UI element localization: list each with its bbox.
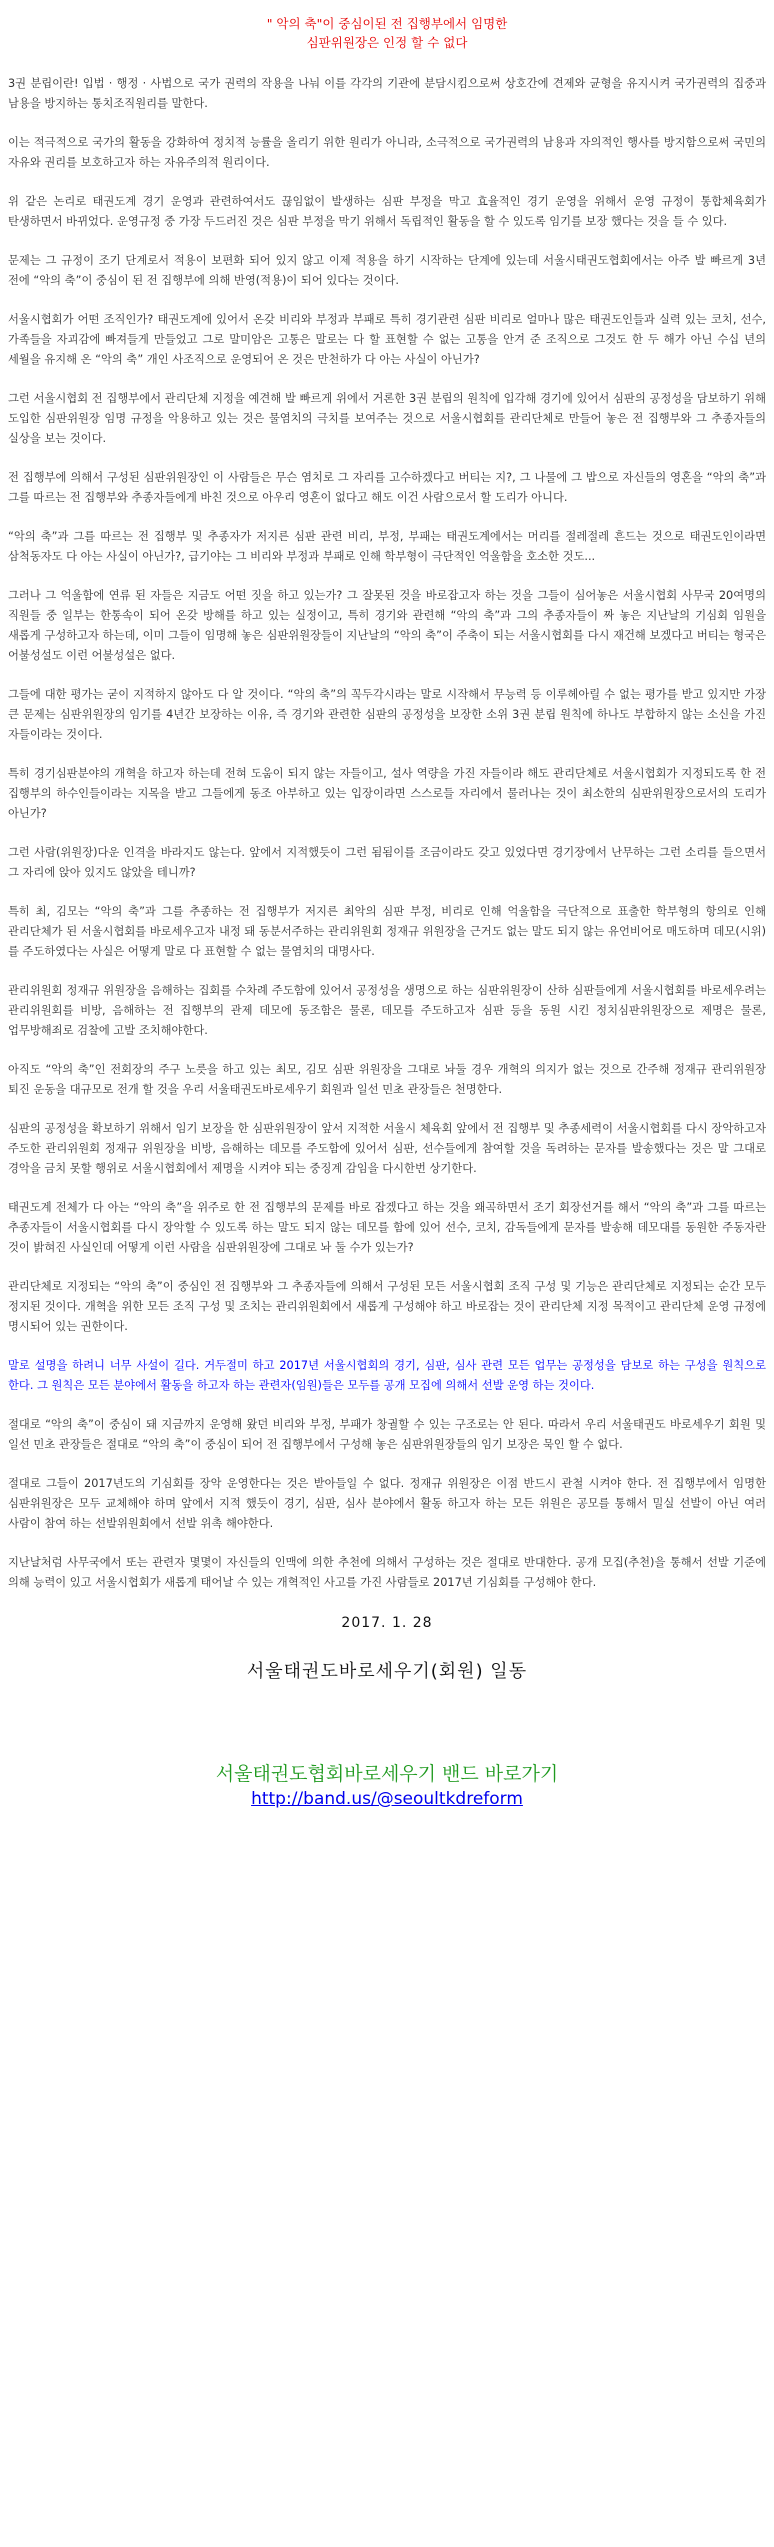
article-title — [8, 14, 766, 52]
paragraph-18: 관리단체로 지정되는 “악의 축”이 중심인 전 집행부와 그 추종자들에 의해서 구성된 모든 서울시협회 조직 구성 및 기능은 관리단체로 지정되는 순간 모두 정지된 것이다. 개혁을 위한 모든 조직 구성 및 조치는 관리위원회에서 새롭게 구성해야 하고 바로잡는 것이 관리단체 지정 목적이고 관리단체 운영 규정에 명시되어 있는 권한이다. — [8, 1280, 766, 1333]
band-link-label[interactable]: 서울태권도협회바로세우기 밴드 바로가기 — [215, 1763, 559, 1785]
paragraph-10: 그들에 대한 평가는 굳이 지적하지 않아도 다 알 것이다. “악의 축”의 꼭두각시라는 말로 시작해서 무능력 등 이루헤아릴 수 없는 평가를 받고 있지만 가장 큰 문제는 심판위원장의 임기를 4년간 보장하는 이유, 즉 경기와 관련한 심판의 공정성을 보장한 소위 3권 분립 원칙에 하나도 부합하지 않는 소신을 가진 자들이라는 것이다. — [8, 688, 766, 741]
paragraph-15: 아직도 “악의 축”인 전회장의 주구 노릇을 하고 있는 최모, 김모 심판 위원장을 그대로 놔둘 경우 개혁의 의지가 없는 것으로 간주해 정재규 관리위원장 퇴진 운동을 대규모로 전개 할 것을 우리 서울태권도바로세우기 회원과 일선 민초 관장들은 천명한다. — [8, 1063, 766, 1096]
paragraph-16: 심판의 공정성을 확보하기 위해서 임기 보장을 한 심판위원장이 앞서 지적한 서울시 체육회 앞에서 전 집행부 및 추종세력이 서울시협회를 다시 장악하고자 주도한 관리위원회 정재규 위원장을 비방, 음해하는 데모를 주도함에 있어서 심판, 선수들에게 참여할 것을 독려하는 문자를 발송했다는 것은 말 그대로 경악을 금치 못할 행위로 서울시협회에서 제명을 시켜야 되는 중징계 감임을 다시한번 상기한다. — [8, 1122, 766, 1175]
paragraph-12: 그런 사람(위원장)다운 인격을 바라지도 않는다. 앞에서 지적했듯이 그런 됨됨이를 조금이라도 갖고 있었다면 경기장에서 난무하는 그런 소리를 들으면서 그 자리에 앉아 있지도 않았을 테니까? — [8, 846, 766, 879]
paragraph-17: 태권도계 전체가 다 아는 “악의 축”을 위주로 한 전 집행부의 문제를 바로 잡겠다고 하는 것을 왜곡하면서 조기 회장선거를 해서 “악의 축”과 그를 따르는 추종자들이 서울시협회를 다시 장악할 수 있도록 하는 말도 되지 않는 데모를 함에 있어 선수, 코치, 감독들에게 문자를 발송해 데모대를 동원한 주동자란 것이 밝혀진 사실인데 어떻게 이런 사람을 심판위원장에 그대로 놔 둘 수가 있는가? — [8, 1201, 766, 1254]
article-body — [8, 74, 766, 1593]
closing-paragraph-1: 절대로 “악의 축”이 중심이 돼 지금까지 운영해 왔던 비리와 부정, 부패가 창궐할 수 있는 구조로는 안 된다. 따라서 우리 서울태권도 바로세우기 회원 및 일선 민초 관장들은 절대로 “악의 축”이 중심이 되어 전 집행부에서 구성해 놓은 심판위원장들의 임기 보장은 묵인 할 수 없다. — [8, 1418, 766, 1451]
closing-paragraph-3: 지난날처럼 사무국에서 또는 관련자 몇몇이 자신들의 인맥에 의한 추천에 의해서 구성하는 것은 절대로 반대한다. 공개 모집(추천)을 통해서 선발 기준에 의해 능력이 있고 서울시협회가 새롭게 태어날 수 있는 개혁적인 사고를 가진 사람들로 2017년 기심회를 구성해야 한다. — [8, 1556, 766, 1589]
paragraph-7: 전 집행부에 의해서 구성된 심판위원장인 이 사람들은 무슨 염치로 그 자리를 고수하겠다고 버티는 지?, 그 나물에 그 밥으로 자신들의 영혼을 “악의 축”과 그를 따르는 전 집행부와 추종자들에게 바친 것으로 아우리 영혼이 없다고 해도 이건 사람으로서 할 도리가 아니다. — [8, 471, 766, 504]
paragraph-4: 문제는 그 규정이 조기 단계로서 적용이 보편화 되어 있지 않고 이제 적용을 하기 시작하는 단계에 있는데 서울시태권도협회에서는 아주 발 빠르게 3년 전에 “악의 축”이 중심이 된 전 집행부에 의해 반영(적용)이 되어 있다는 것이다. — [8, 254, 766, 287]
signature: 서울태권도바로세우기(회원) 일동 — [246, 1661, 528, 1682]
paragraph-13: 특히 최, 김모는 “악의 축”과 그를 추종하는 전 집행부가 저지른 최악의 심판 부정, 비리로 인해 억울함을 극단적으로 표출한 학부형의 항의로 인해 관리단체가 된 서울시협회를 바로세우고자 내정 돼 동분서주하는 관리위원회 정재규 위원장을 근거도 없는 말도 되지 않는 유언비어로 매도하며 데모(시위)를 주도하였다는 사실은 어떻게 말로 다 표현할 수 없는 물염치의 대명사다. — [8, 905, 766, 958]
closing-paragraph-2: 절대로 그들이 2017년도의 기심회를 장악 운영한다는 것은 받아들일 수 없다. 정재규 위원장은 이점 반드시 관철 시켜야 한다. 전 집행부에서 임명한 심판위원장은 모두 교체해야 하며 앞에서 지적 했듯이 경기, 심판, 심사 분야에서 활동 하고자 하는 모든 위원은 공모를 통해서 밀실 선발이 아닌 여러 사람이 참여 하는 선발위원회에서 선발 위촉 해야한다. — [8, 1477, 766, 1530]
paragraph-11: 특히 경기심판분야의 개혁을 하고자 하는데 전혀 도움이 되지 않는 자들이고, 설사 역량을 가진 자들이라 해도 관리단체로 서울시협회가 지정되도록 한 전 집행부의 하수인들이라는 지목을 받고 그들에게 동조 아부하고 있는 입장이라면 스스로들 자리에서 물러나는 것이 최소한의 심판위원장으로서의 도리가 아닌가? — [8, 767, 766, 820]
title-line-1: " 악의 축"이 중심이된 전 집행부에서 임명한 — [266, 16, 508, 31]
paragraph-9: 그러나 그 억울함에 연류 된 자들은 지금도 어떤 짓을 하고 있는가? 그 잘못된 것을 바로잡고자 하는 것을 그들이 심어놓은 서울시협회 사무국 20여명의 직원들 중 일부는 한통속이 되어 온갖 방해를 하고 있는 실정이고, 특히 경기와 관련해 “악의 축”과 그의 추종자들이 짜 놓은 지난날의 기심회 임원을 새롭게 구성하고자 하는데, 이미 그들이 임명해 놓은 심판위원장들이 지난날의 “악의 축”이 주축이 되는 서울시협회를 다시 재건해 보겠다고 버티는 형국은 어불성설도 이런 어불성설은 없다. — [8, 589, 766, 662]
paragraph-1: 3권 분립이란! 입법 · 행정 · 사법으로 국가 권력의 작용을 나눠 이를 각각의 기관에 분담시킴으로써 상호간에 견제와 균형을 유지시켜 국가권력의 집중과 남용을 방지하는 통치조직원리를 말한다. — [8, 77, 766, 110]
paragraph-6: 그런 서울시협회 전 집행부에서 관리단체 지정을 예견해 발 빠르게 위에서 거론한 3권 분립의 원칙에 입각해 경기에 있어서 심판의 공정성을 담보하기 위해 도입한 심판위원장 임명 규정을 악용하고 있는 것은 물염치의 극치를 보여주는 것으로 서울시협회를 관리단체로 만들어 놓은 전 집행부와 그 추종자들의 실상을 보는 것이다. — [8, 392, 766, 445]
paragraph-3: 위 같은 논리로 태권도계 경기 운영과 관련하여서도 끊임없이 발생하는 심판 부정을 막고 효율적인 경기 운영을 위해서 운영 규정이 통합체육회가 탄생하면서 바뀌었다. 운영규정 중 가장 두드러진 것은 심판 부정을 막기 위해서 독립적인 활동을 할 수 있도록 임기를 보장 했다는 것을 들 수 있다. — [8, 195, 766, 228]
band-link-container — [8, 1787, 766, 1811]
band-url-link[interactable]: http://band.us/@seoultkdreform — [251, 1789, 523, 1809]
paragraph-2: 이는 적극적으로 국가의 활동을 강화하여 정치적 능률을 올리기 위한 원리가 아니라, 소극적으로 국가권력의 남용과 자의적인 행사를 방지함으로써 국민의 자유와 권리를 보호하고자 하는 자유주의적 원리이다. — [8, 136, 766, 169]
title-line-2: 심판위원장은 인정 할 수 없다 — [306, 35, 468, 50]
article-date: 2017. 1. 28 — [341, 1615, 433, 1631]
paragraph-8: “악의 축”과 그를 따르는 전 집행부 및 추종자가 저지른 심판 관련 비리, 부정, 부패는 태권도계에서는 머리를 절레절레 흔드는 것으로 태권도인이라면 삼척동자도 다 아는 사실이 아닌가?, 급기야는 그 비리와 부정과 부패로 인해 학부형이 극단적인 억울함을 호소한 것도... — [8, 530, 766, 563]
highlighted-paragraph: 말로 설명을 하려니 너무 사설이 길다. 거두절미 하고 2017년 서울시협회의 경기, 심판, 심사 관련 모든 업무는 공정성을 담보로 하는 구성을 원칙으로 한다. 그 원칙은 모든 분야에서 활동을 하고자 하는 관련자(임원)들은 모두를 공개 모집에 의해서 선발 운영 하는 것이다. — [8, 1359, 766, 1392]
paragraph-14: 관리위원회 정재규 위원장을 음해하는 집회를 수차례 주도함에 있어서 공정성을 생명으로 하는 심판위원장이 산하 심판들에게 서울시협회를 바로세우려는 관리위원회를 비방, 음해하는 전 집행부의 관제 데모에 동조함은 물론, 데모를 주도하고자 심판 등을 동원 시킨 정치심판위원장으로 제명은 물론, 업무방해죄로 검찰에 고발 조치해야한다. — [8, 984, 766, 1037]
paragraph-5: 서울시협회가 어떤 조직인가? 태권도계에 있어서 온갖 비리와 부정과 부패로 특히 경기관련 심판 비리로 얼마나 많은 태권도인들과 실력 있는 코치, 선수, 가족들을 자괴감에 빠져들게 만들었고 그로 말미암은 고통은 말로는 다 할 표현할 수 없는 고통을 안겨 준 조직으로 그것도 한 두 해가 아닌 수십 년의 세월을 유지해 온 “악의 축” 개인 사조직으로 운영되어 온 것은 만천하가 다 아는 사실이 아닌가? — [8, 313, 766, 366]
